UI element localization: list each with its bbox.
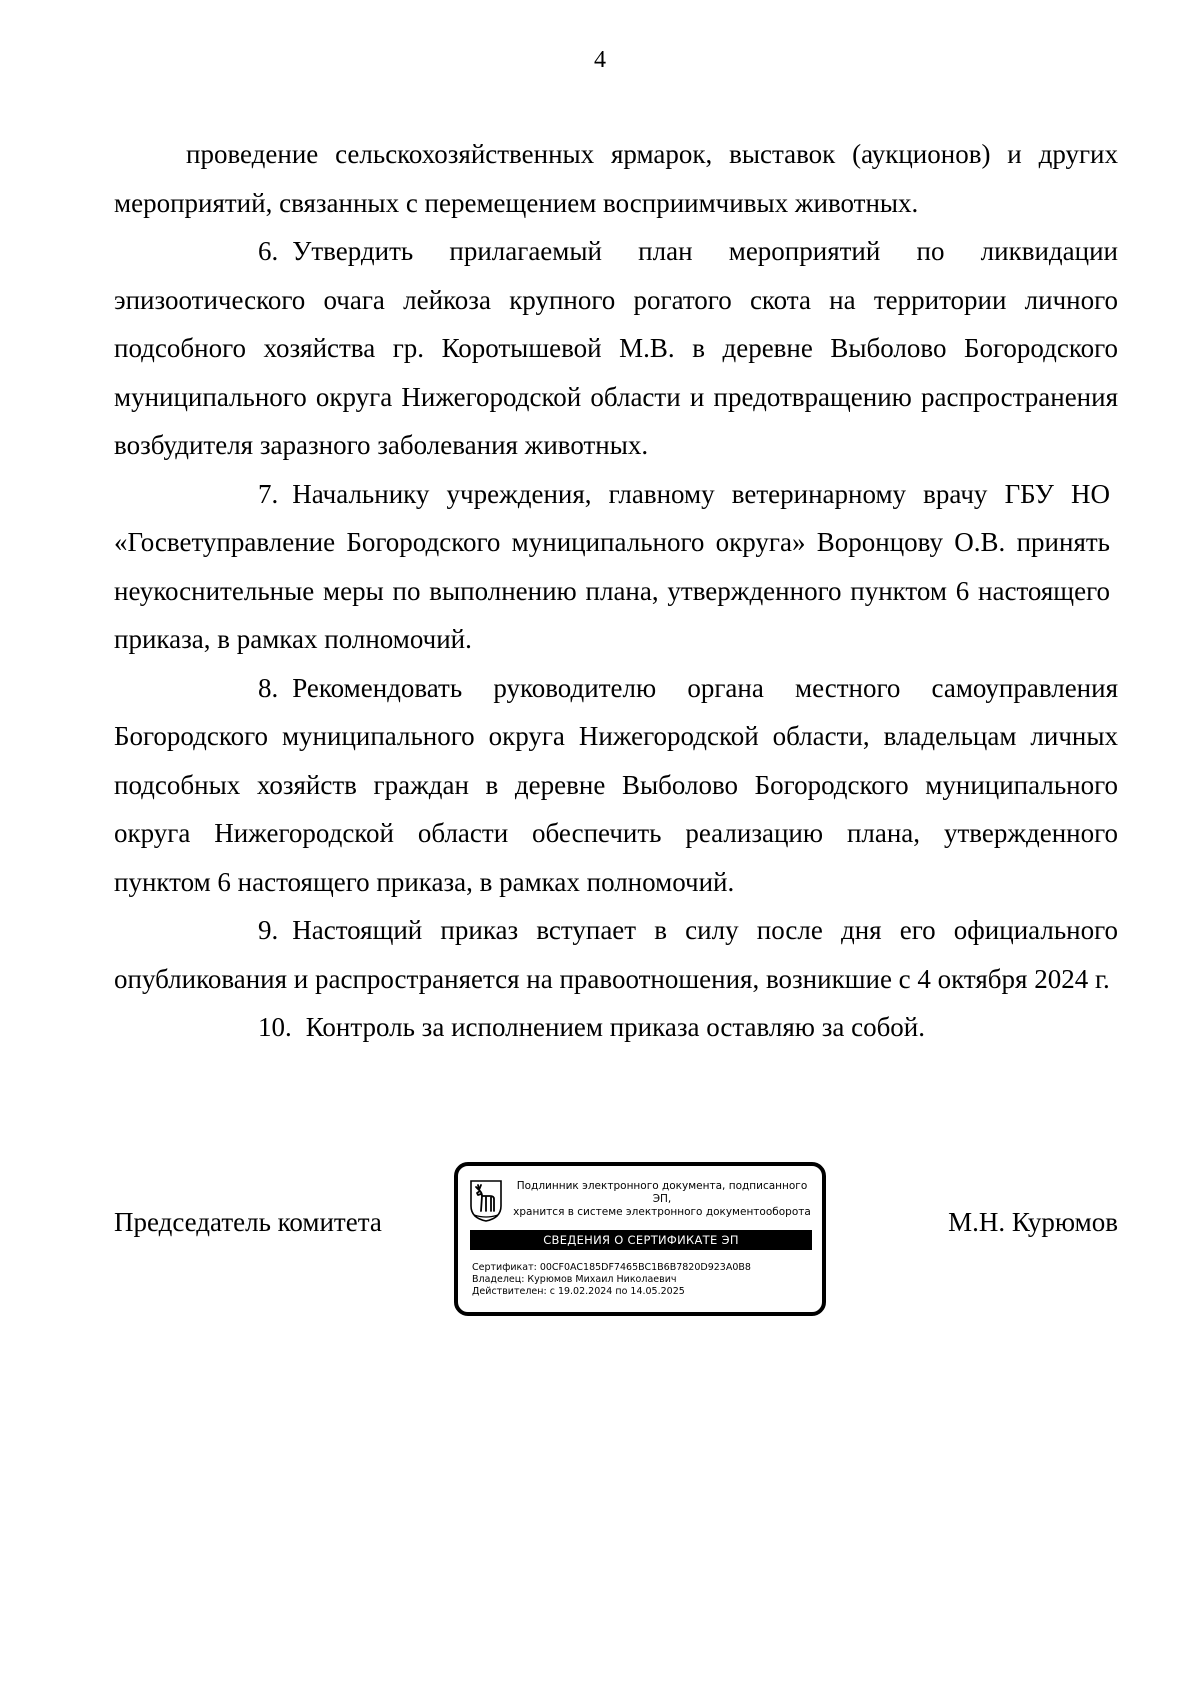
paragraph-text: Утвердить прилагаемый план мероприятий по ликвидации эпизоотического очага лейкоза крупного рогатого скота на территории личного подсобного хозяйства гр. Коротышевой М.В. в деревне Выболово Богородского муниципального округа Нижегородской области и предотвращению распространения возбудителя заразного заболевания животных. [114, 236, 1118, 460]
paragraph-item-10 [114, 1003, 1118, 1052]
paragraph-text: Настоящий приказ вступает в силу после дня его официального опубликования и распространяется на правоотношения, возникшие с 4 октября 2024 г. [114, 915, 1118, 994]
paragraph-text: Контроль за исполнением приказа оставляю за собой. [305, 1012, 926, 1042]
stamp-certificate-details [472, 1262, 816, 1298]
signature-block [114, 1162, 1118, 1322]
paragraph-continuation [114, 130, 1118, 227]
stamp-certificate-bar: СВЕДЕНИЯ О СЕРТИФИКАТЕ ЭП [470, 1230, 812, 1250]
page-number: 4 [594, 47, 606, 73]
signer-title: Председатель комитета [114, 1207, 382, 1237]
paragraph-item-7 [114, 470, 1110, 664]
paragraph-text: проведение сельскохозяйственных ярмарок, выставок (аукционов) и других мероприятий, связанных с перемещением восприимчивых животных. [114, 139, 1118, 218]
deer-coat-of-arms-icon [470, 1180, 502, 1222]
paragraph-text: Начальнику учреждения, главному ветеринарному врачу ГБУ НО «Госветуправление Богородского муниципального округа» Воронцову О.В. принять неукоснительные меры по выполнению плана, утвержденного пунктом 6 настоящего приказа, в рамках полномочий. [114, 478, 1110, 654]
paragraph-number: 6. [258, 236, 279, 266]
stamp-owner: Владелец: Курюмов Михаил Николаевич [472, 1274, 677, 1285]
paragraph-number: 9. [258, 915, 279, 945]
stamp-validity: Действителен: с 19.02.2024 по 14.05.2025 [472, 1286, 685, 1297]
electronic-signature-stamp [454, 1162, 826, 1316]
stamp-header-line: хранится в системе электронного документооборота [513, 1206, 811, 1218]
paragraph-item-6 [114, 227, 1118, 470]
paragraph-text: Рекомендовать руководителю органа местного самоуправления Богородского муниципального округа Нижегородской области, владельцам личных подсобных хозяйств граждан в деревне Выболово Богородского муниципального округа Нижегородской области обеспечить реализацию плана, утвержденного пунктом 6 настоящего приказа, в рамках полномочий. [114, 672, 1118, 897]
stamp-certificate-number: Сертификат: 00CF0AC185DF7465BC1B6B7820D923A0B8 [472, 1262, 751, 1273]
paragraph-number: 10. [258, 1012, 292, 1042]
paragraph-number: 8. [258, 672, 279, 703]
paragraph-item-9 [114, 906, 1118, 1003]
paragraph-number: 7. [258, 478, 279, 509]
stamp-header-line: Подлинник электронного документа, подписанного ЭП, [516, 1180, 808, 1205]
signer-name: М.Н. Курюмов [948, 1207, 1118, 1237]
document-body [114, 130, 1118, 1052]
stamp-header [506, 1180, 818, 1219]
paragraph-item-8 [114, 664, 1118, 907]
